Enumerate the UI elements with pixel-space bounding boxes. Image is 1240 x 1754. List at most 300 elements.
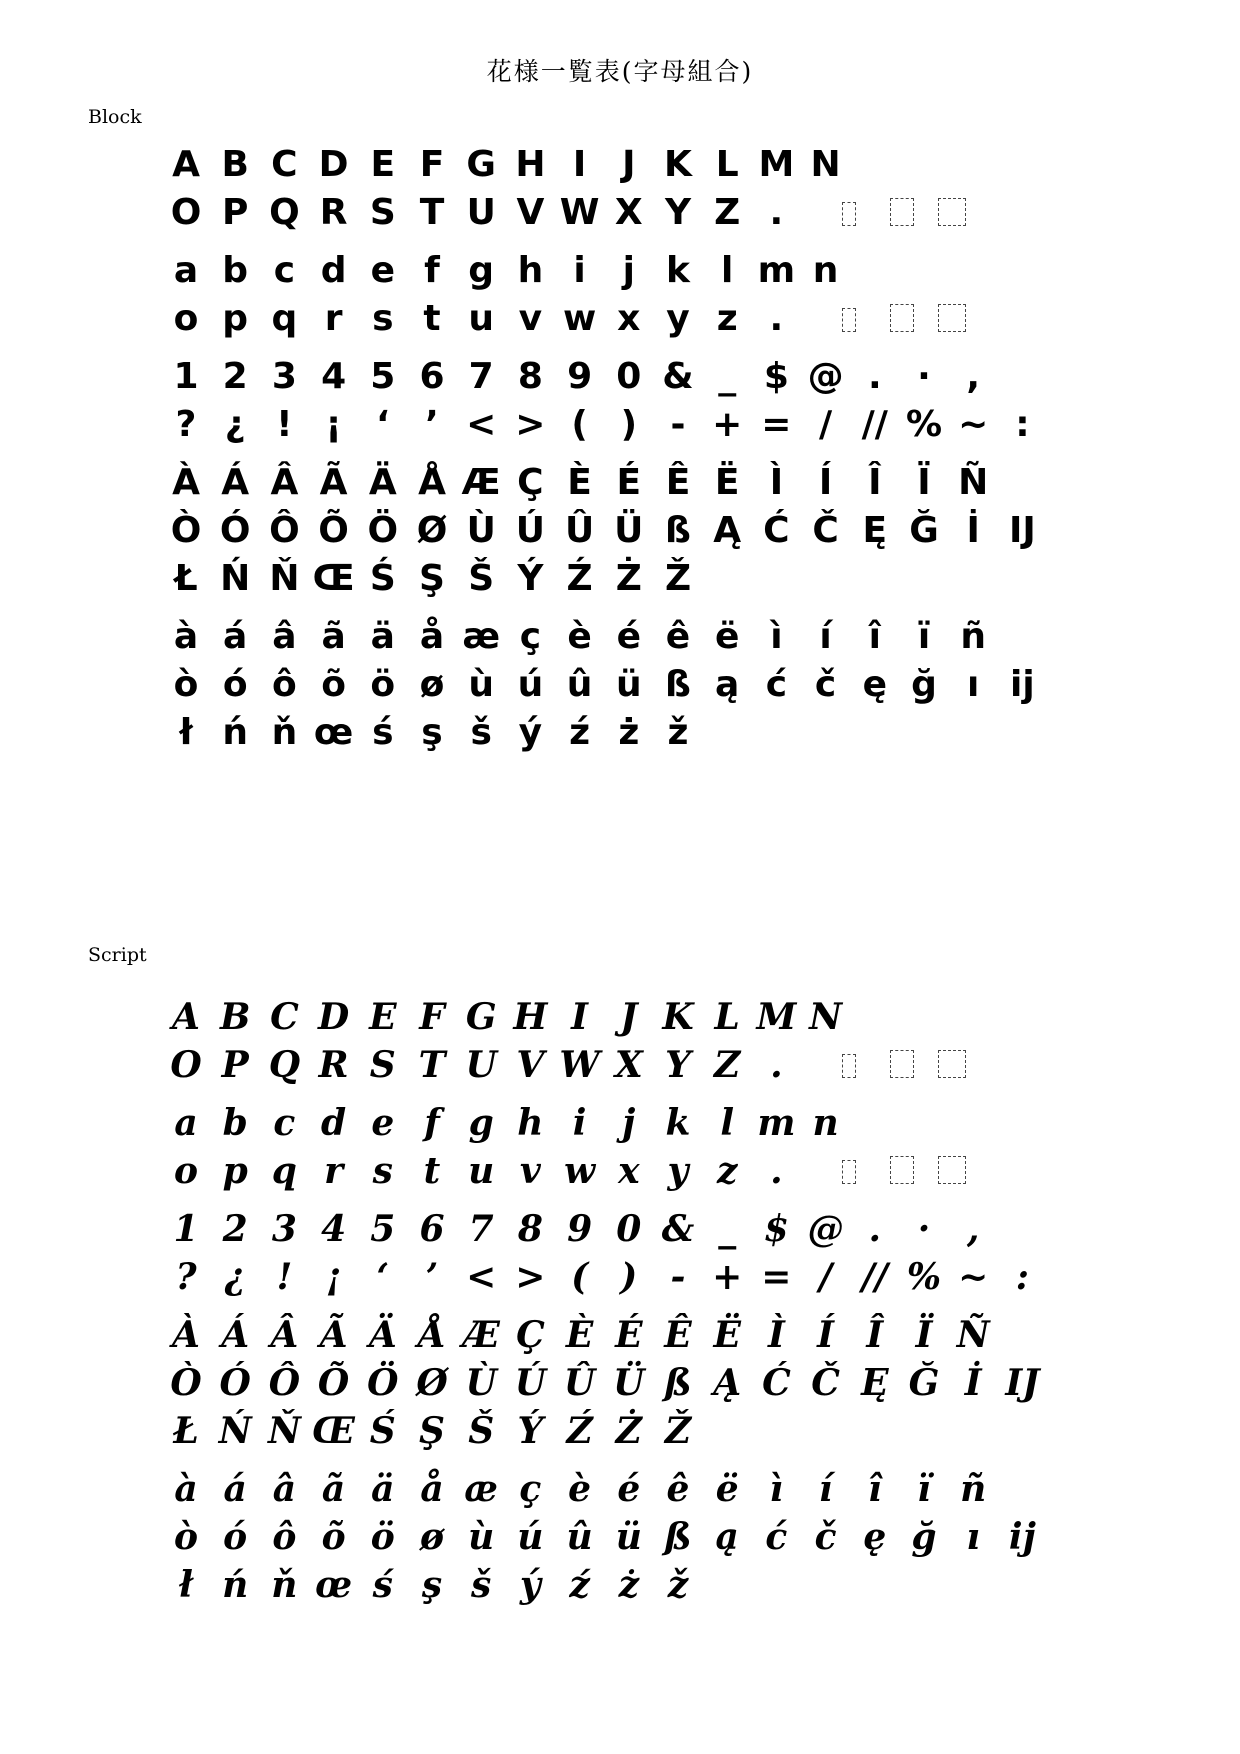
- glyph: %: [905, 404, 943, 445]
- glyph: ą: [715, 1516, 739, 1558]
- glyph: Z: [714, 192, 741, 233]
- glyph: !: [276, 404, 293, 445]
- glyph-row: [0, 352, 1240, 402]
- glyph: ň: [271, 1564, 298, 1606]
- glyph: Ö: [367, 1362, 399, 1404]
- glyph: Ë: [714, 462, 740, 503]
- glyph: @: [807, 356, 844, 397]
- glyph: 3: [271, 1208, 297, 1250]
- glyph: L: [715, 144, 739, 185]
- glyph-row: [0, 1252, 1240, 1302]
- glyph: Ą: [713, 1362, 742, 1404]
- glyph: İ: [966, 510, 980, 551]
- glyph: $: [763, 1208, 789, 1250]
- glyph: c: [273, 1102, 296, 1144]
- glyph: Ó: [219, 510, 251, 551]
- glyph-row: [0, 612, 1240, 662]
- glyph: D: [318, 144, 349, 185]
- glyph: ñ: [960, 1468, 987, 1510]
- glyph: K: [664, 144, 692, 185]
- glyph: 1: [173, 1208, 199, 1250]
- glyph: Ü: [613, 1362, 645, 1404]
- empty-slot-box: [890, 198, 914, 226]
- glyph: Ż: [615, 558, 642, 599]
- glyph-row: [0, 554, 1240, 604]
- glyph: w: [562, 298, 597, 339]
- glyph: Ç: [517, 462, 544, 503]
- glyph: .: [770, 1150, 783, 1192]
- glyph: Ź: [566, 1410, 593, 1452]
- glyph: K: [662, 996, 694, 1038]
- glyph: ö: [370, 664, 396, 705]
- glyph: C: [271, 144, 298, 185]
- glyph: l: [720, 1102, 735, 1144]
- glyph: Ô: [269, 510, 300, 551]
- glyph: ý: [518, 712, 543, 753]
- glyph: ž: [667, 1564, 689, 1606]
- glyph-row: [0, 1040, 1240, 1090]
- glyph: ż: [618, 1564, 640, 1606]
- glyph: ò: [173, 664, 199, 705]
- glyph: ): [620, 404, 638, 445]
- empty-slot-box: [890, 304, 914, 332]
- glyph: Á: [221, 462, 250, 503]
- glyph: +: [712, 1256, 743, 1298]
- glyph: Ö: [367, 510, 399, 551]
- glyph-row: [0, 1146, 1240, 1196]
- glyph: ú: [517, 664, 544, 705]
- empty-slot-box: [938, 1156, 966, 1184]
- glyph: Ï: [915, 1314, 933, 1356]
- glyph: È: [567, 462, 592, 503]
- glyph: W: [559, 1044, 600, 1086]
- glyph: ’: [425, 1256, 439, 1298]
- glyph: Ş: [419, 558, 445, 599]
- glyph: ë: [715, 1468, 739, 1510]
- glyph: M: [756, 996, 797, 1038]
- glyph: ş: [421, 712, 443, 753]
- glyph: ·: [917, 1208, 931, 1250]
- glyph-row: [0, 1204, 1240, 1254]
- glyph: F: [419, 996, 445, 1038]
- glyph: Ù: [466, 510, 496, 551]
- glyph: Š: [468, 558, 495, 599]
- empty-slot-box: [890, 1050, 914, 1078]
- glyph: Œ: [312, 558, 355, 599]
- glyph: a: [174, 1102, 198, 1144]
- glyph: //: [861, 404, 888, 445]
- glyph: á: [223, 1468, 247, 1510]
- glyph: ń: [222, 712, 248, 753]
- glyph: Ý: [517, 1410, 544, 1452]
- glyph: Ł: [173, 1410, 199, 1452]
- glyph: V: [516, 192, 545, 233]
- glyph: r: [324, 1150, 344, 1192]
- glyph: d: [320, 250, 347, 291]
- glyph: ź: [569, 1564, 590, 1606]
- glyph: ß: [665, 664, 691, 705]
- glyph: ø: [419, 1516, 444, 1558]
- glyph: >: [515, 1256, 546, 1298]
- glyph: ł: [179, 1564, 193, 1606]
- glyph: Õ: [318, 510, 349, 551]
- glyph: ę: [862, 664, 887, 705]
- glyph: 0: [616, 1208, 642, 1250]
- glyph: Ś: [369, 1410, 396, 1452]
- glyph: ø: [419, 664, 445, 705]
- glyph: E: [370, 144, 396, 185]
- glyph: :: [1015, 404, 1030, 445]
- glyph: â: [272, 616, 297, 657]
- glyph: z: [716, 1150, 738, 1192]
- glyph: ,: [966, 356, 981, 397]
- glyph: ä: [371, 1468, 395, 1510]
- glyph: Ø: [416, 1362, 448, 1404]
- glyph: P: [221, 1044, 249, 1086]
- glyph: u: [468, 1150, 495, 1192]
- glyph: !: [276, 1256, 293, 1298]
- glyph: (: [571, 404, 588, 445]
- glyph: P: [221, 192, 249, 233]
- glyph: è: [568, 1468, 592, 1510]
- glyph: i: [572, 1102, 587, 1144]
- glyph: R: [319, 192, 348, 233]
- glyph: ?: [175, 1256, 197, 1298]
- glyph: 3: [271, 356, 297, 397]
- glyph: =: [761, 404, 792, 445]
- glyph: Ì: [767, 1314, 785, 1356]
- glyph: <: [466, 404, 497, 445]
- glyph: N: [809, 996, 843, 1038]
- glyph: 5: [370, 356, 396, 397]
- glyph: î: [867, 1468, 882, 1510]
- glyph: Ì: [769, 462, 784, 503]
- glyph: ¡: [325, 1256, 342, 1298]
- glyph: s: [372, 1150, 393, 1192]
- glyph-row: [0, 294, 1240, 344]
- glyph: ~: [958, 1256, 989, 1298]
- glyph: Ž: [664, 1410, 692, 1452]
- empty-slot-box: [938, 1050, 966, 1078]
- glyph: ň: [271, 712, 298, 753]
- glyph: Î: [868, 462, 882, 503]
- glyph: 5: [370, 1208, 396, 1250]
- glyph: //: [861, 1256, 888, 1298]
- glyph: ğ: [911, 664, 937, 705]
- glyph: X: [614, 192, 643, 233]
- glyph: V: [516, 1044, 545, 1086]
- glyph: ·: [917, 356, 931, 397]
- glyph: à: [174, 1468, 198, 1510]
- glyph: Ï: [917, 462, 931, 503]
- glyph: ¿: [224, 1256, 246, 1298]
- glyph: Z: [714, 1044, 741, 1086]
- glyph: G: [466, 144, 496, 185]
- glyph: ü: [615, 664, 642, 705]
- glyph: T: [418, 1044, 446, 1086]
- glyph: ğ: [911, 1516, 937, 1558]
- glyph: š: [470, 712, 492, 753]
- glyph: .: [868, 1208, 882, 1250]
- glyph: S: [369, 1044, 396, 1086]
- glyph: ì: [770, 616, 783, 657]
- glyph: &: [661, 1208, 695, 1250]
- glyph: ç: [519, 1468, 542, 1510]
- glyph: x: [618, 1150, 640, 1192]
- glyph-row: [0, 1512, 1240, 1562]
- glyph: A: [172, 996, 200, 1038]
- glyph: $: [763, 356, 789, 397]
- glyph: r: [324, 298, 343, 339]
- glyph: Â: [270, 462, 299, 503]
- glyph: /: [819, 1256, 833, 1298]
- glyph: ß: [665, 510, 691, 551]
- glyph: Û: [564, 510, 595, 551]
- glyph: á: [223, 616, 248, 657]
- glyph: +: [712, 404, 743, 445]
- glyph: É: [616, 462, 642, 503]
- glyph: w: [564, 1150, 596, 1192]
- glyph: .: [770, 1044, 783, 1086]
- glyph: Ğ: [908, 1362, 940, 1404]
- glyph: x: [617, 298, 641, 339]
- glyph: O: [170, 1044, 202, 1086]
- glyph: v: [518, 298, 543, 339]
- glyph: /: [819, 404, 833, 445]
- glyph: Š: [468, 1410, 495, 1452]
- glyph-row: [0, 1310, 1240, 1360]
- glyph: Í: [818, 462, 833, 503]
- glyph: ę: [863, 1516, 887, 1558]
- glyph: ‘: [376, 1256, 390, 1298]
- glyph: Å: [418, 462, 446, 503]
- glyph: Ô: [268, 1362, 301, 1404]
- glyph: 2: [222, 356, 248, 397]
- glyph: ¡: [325, 404, 342, 445]
- glyph: Æ: [461, 462, 501, 503]
- glyph: È: [565, 1314, 594, 1356]
- glyph: Õ: [317, 1362, 350, 1404]
- glyph: d: [321, 1102, 347, 1144]
- glyph: Ň: [267, 1410, 301, 1452]
- glyph: p: [222, 298, 249, 339]
- glyph: ü: [615, 1516, 642, 1558]
- glyph: ã: [321, 1468, 346, 1510]
- glyph: å: [419, 616, 445, 657]
- glyph: Ę: [861, 1362, 889, 1404]
- glyph: Ą: [713, 510, 742, 551]
- glyph: u: [468, 298, 494, 339]
- glyph: k: [666, 250, 690, 291]
- glyph: F: [419, 144, 445, 185]
- glyph: ï: [917, 616, 931, 657]
- glyph: k: [665, 1102, 691, 1144]
- glyph: _: [718, 1208, 737, 1250]
- glyph: š: [471, 1564, 492, 1606]
- glyph: 7: [468, 356, 494, 397]
- glyph: >: [515, 404, 546, 445]
- glyph: ş: [421, 1564, 443, 1606]
- glyph: f: [424, 250, 440, 291]
- glyph: 9: [567, 356, 593, 397]
- glyph: q: [271, 298, 298, 339]
- glyph: m: [757, 1102, 796, 1144]
- glyph: Ê: [665, 462, 691, 503]
- glyph: n: [812, 1102, 839, 1144]
- glyph: í: [819, 616, 832, 657]
- glyph: y: [666, 298, 690, 339]
- glyph: Ñ: [956, 1314, 990, 1356]
- glyph: Ğ: [909, 510, 939, 551]
- glyph: ı: [967, 664, 980, 705]
- glyph: č: [814, 664, 837, 705]
- glyph: C: [270, 996, 299, 1038]
- glyph: e: [370, 250, 395, 291]
- glyph: ¿: [224, 404, 246, 445]
- glyph: Ø: [416, 510, 448, 551]
- glyph: ż: [618, 712, 640, 753]
- glyph: W: [559, 192, 600, 233]
- glyph: ß: [664, 1516, 692, 1558]
- glyph: Ù: [465, 1362, 497, 1404]
- glyph: ž: [667, 712, 689, 753]
- glyph-row: [0, 1406, 1240, 1456]
- glyph: Q: [269, 192, 300, 233]
- glyph: R: [318, 1044, 349, 1086]
- glyph: I: [571, 996, 589, 1038]
- glyph: ł: [179, 712, 193, 753]
- section-label-block: Block: [88, 106, 142, 128]
- glyph: 6: [419, 356, 445, 397]
- glyph: q: [271, 1150, 297, 1192]
- glyph: å: [420, 1468, 444, 1510]
- glyph: Û: [563, 1362, 596, 1404]
- glyph: X: [614, 1044, 643, 1086]
- glyph: 8: [517, 1208, 543, 1250]
- glyph: Ü: [614, 510, 644, 551]
- glyph: o: [173, 298, 199, 339]
- glyph: û: [566, 1516, 593, 1558]
- glyph: j: [622, 250, 635, 291]
- glyph: é: [616, 616, 641, 657]
- glyph: Í: [817, 1314, 835, 1356]
- glyph: ~: [958, 404, 989, 445]
- glyph: ?: [175, 404, 197, 445]
- glyph: ó: [222, 664, 248, 705]
- glyph: â: [272, 1468, 297, 1510]
- glyph: Ł: [174, 558, 198, 599]
- glyph: ć: [765, 664, 788, 705]
- glyph: Ú: [514, 1362, 547, 1404]
- glyph: j: [622, 1102, 636, 1144]
- glyph: D: [317, 996, 350, 1038]
- empty-slot-box: [890, 1156, 914, 1184]
- empty-slot-box: [938, 304, 966, 332]
- empty-slot-box: [842, 1054, 856, 1078]
- glyph: U: [466, 192, 496, 233]
- glyph: û: [566, 664, 593, 705]
- glyph: œ: [315, 1564, 353, 1606]
- glyph: -: [670, 404, 686, 445]
- glyph: B: [221, 144, 249, 185]
- glyph: í: [818, 1468, 833, 1510]
- glyph: æ: [464, 1468, 498, 1510]
- glyph: Î: [866, 1314, 884, 1356]
- glyph: U: [465, 1044, 497, 1086]
- glyph: ñ: [960, 616, 986, 657]
- glyph: ê: [665, 616, 691, 657]
- glyph-row: [0, 660, 1240, 710]
- glyph: Æ: [462, 1314, 500, 1356]
- glyph: 9: [567, 1208, 593, 1250]
- glyph: ì: [769, 1468, 784, 1510]
- glyph: ò: [173, 1516, 198, 1558]
- glyph: ù: [468, 1516, 495, 1558]
- glyph: h: [517, 250, 544, 291]
- glyph: Ć: [762, 1362, 791, 1404]
- glyph: M: [758, 144, 795, 185]
- glyph: O: [170, 192, 202, 233]
- glyph: Ú: [515, 510, 545, 551]
- glyph: İ: [964, 1362, 982, 1404]
- glyph: (: [571, 1256, 589, 1298]
- glyph: ĳ: [1008, 1516, 1036, 1558]
- glyph: Ń: [218, 1410, 252, 1452]
- glyph: g: [468, 250, 495, 291]
- glyph: ô: [272, 1516, 297, 1558]
- glyph: Q: [268, 1044, 301, 1086]
- glyph: &: [662, 356, 694, 397]
- glyph: @: [807, 1208, 844, 1250]
- glyph: ś: [372, 1564, 393, 1606]
- glyph: Œ: [312, 1410, 355, 1452]
- glyph: 0: [616, 356, 642, 397]
- glyph: ï: [917, 1468, 931, 1510]
- glyph: p: [222, 1150, 248, 1192]
- glyph: ã: [321, 616, 346, 657]
- glyph: è: [567, 616, 592, 657]
- glyph: õ: [321, 664, 346, 705]
- glyph-row: [0, 400, 1240, 450]
- glyph-row: [0, 1358, 1240, 1408]
- glyph: é: [617, 1468, 641, 1510]
- glyph: y: [667, 1150, 689, 1192]
- glyph: _: [718, 356, 737, 397]
- glyph: b: [222, 1102, 248, 1144]
- glyph: ’: [425, 404, 439, 445]
- glyph: ê: [666, 1468, 690, 1510]
- glyph: T: [419, 192, 445, 233]
- glyph: v: [519, 1150, 541, 1192]
- glyph-row: [0, 506, 1240, 556]
- glyph: c: [273, 250, 296, 291]
- glyph: ś: [372, 712, 394, 753]
- glyph: m: [757, 250, 796, 291]
- glyph: ë: [714, 616, 740, 657]
- glyph: H: [515, 144, 546, 185]
- glyph: Ë: [713, 1314, 741, 1356]
- glyph: E: [369, 996, 397, 1038]
- glyph: à: [173, 616, 199, 657]
- glyph: œ: [313, 712, 354, 753]
- glyph: Ò: [170, 1362, 202, 1404]
- glyph: ą: [715, 664, 740, 705]
- glyph: ö: [370, 1516, 395, 1558]
- glyph: Ê: [664, 1314, 692, 1356]
- glyph: J: [620, 996, 638, 1038]
- empty-slot-box: [842, 308, 856, 332]
- glyph: :: [1015, 1256, 1030, 1298]
